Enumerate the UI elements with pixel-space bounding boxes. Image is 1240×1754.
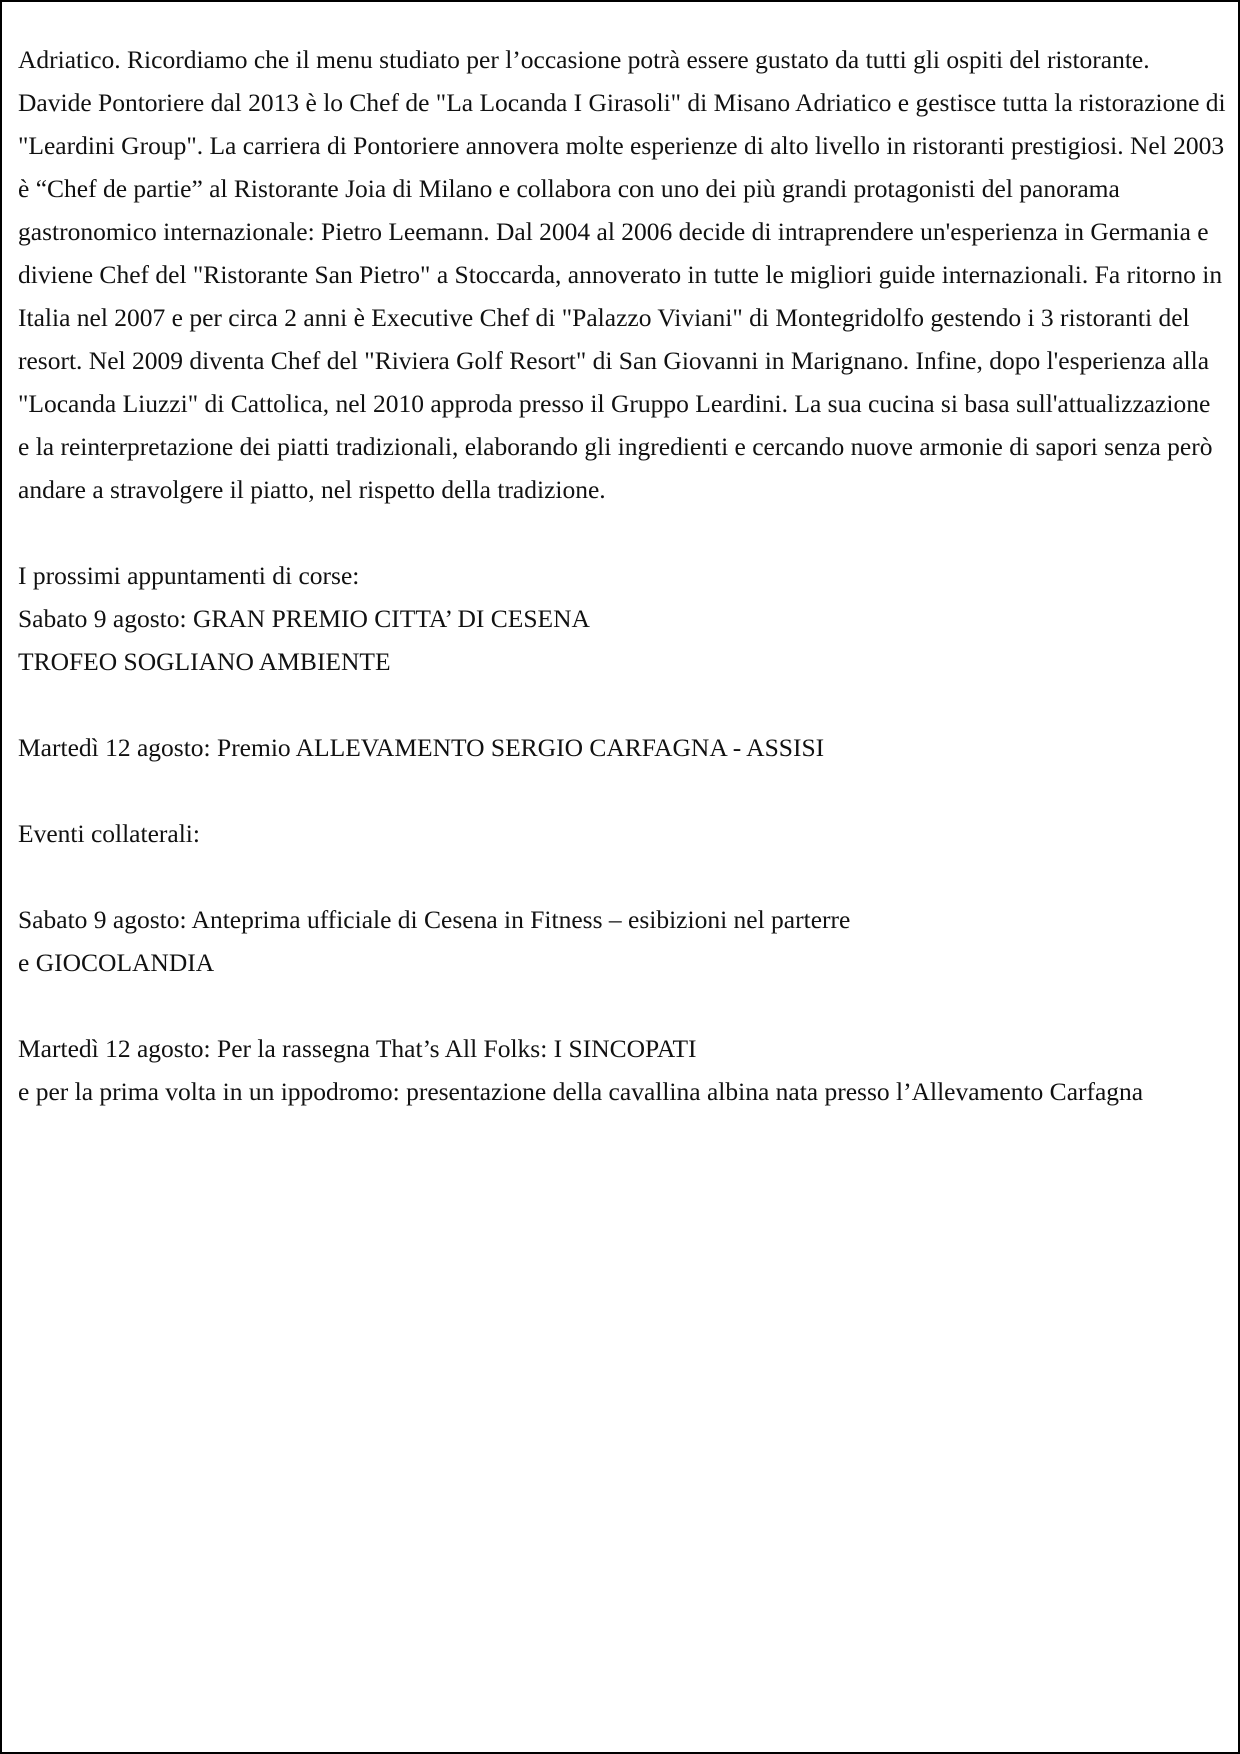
race-1-line-1: Sabato 9 agosto: GRAN PREMIO CITTA’ DI CESENA — [18, 604, 590, 633]
chef-bio-paragraph: Davide Pontoriere dal 2013 è lo Chef de "La Locanda I Girasoli" di Misano Adriatico e gestisce tutta la ristorazione di "Leardini Group". La carriera di Pontoriere annovera molte esperienze di alto livello in ristoranti prestigiosi. Nel 2003 è “Chef de partie” al Ristorante Joia di Milano e collabora con uno dei più grandi protagonisti del panorama gastronomico internazionale: Pietro Leemann. Dal 2004 al 2006 decide di intraprendere un'esperienza in Germania e diviene Chef del "Ristorante San Pietro" a Stoccarda, annoverato in tutte le migliori guide internazionali. Fa ritorno in Italia nel 2007 e per circa 2 anni è Executive Chef di "Palazzo Viviani" di Montegridolfo gestendo i 3 ristoranti del resort. Nel 2009 diventa Chef del "Riviera Golf Resort" di San Giovanni in Marignano. Infine, dopo l'esperienza alla "Locanda Liuzzi" di Cattolica, nel 2010 approda presso il Gruppo Leardini. La sua cucina si basa sull'attualizzazione e la reinterpretazione dei piatti tradizionali, elaborando gli ingredienti e cercando nuove armonie di sapori senza però andare a stravolgere il piatto, nel rispetto della tradizione. — [18, 88, 1233, 504]
events-heading: Eventi collaterali: — [18, 819, 200, 848]
event-2-line-1: Martedì 12 agosto: Per la rassegna That’s All Folks: I SINCOPATI — [18, 1034, 697, 1063]
races-heading: I prossimi appuntamenti di corse: — [18, 561, 360, 590]
event-2-line-2: e per la prima volta in un ippodromo: presentazione della cavallina albina nata presso l’Allevamento Carfagna — [18, 1077, 1144, 1106]
spacer — [18, 769, 1226, 812]
event-1-line-1: Sabato 9 agosto: Anteprima ufficiale di Cesena in Fitness – esibizioni nel parterre — [18, 905, 851, 934]
spacer — [18, 511, 1226, 554]
race-2: Martedì 12 agosto: Premio ALLEVAMENTO SERGIO CARFAGNA - ASSISI — [18, 733, 825, 762]
event-1-line-2: e GIOCOLANDIA — [18, 948, 215, 977]
race-1-line-2: TROFEO SOGLIANO AMBIENTE — [18, 647, 391, 676]
spacer — [18, 855, 1226, 898]
spacer — [18, 984, 1226, 1027]
spacer — [18, 683, 1226, 726]
intro-continuation-paragraph: Adriatico. Ricordiamo che il menu studiato per l’occasione potrà essere gustato da tutti gli ospiti del ristorante. — [18, 45, 1150, 74]
document-body — [18, 38, 1233, 1113]
